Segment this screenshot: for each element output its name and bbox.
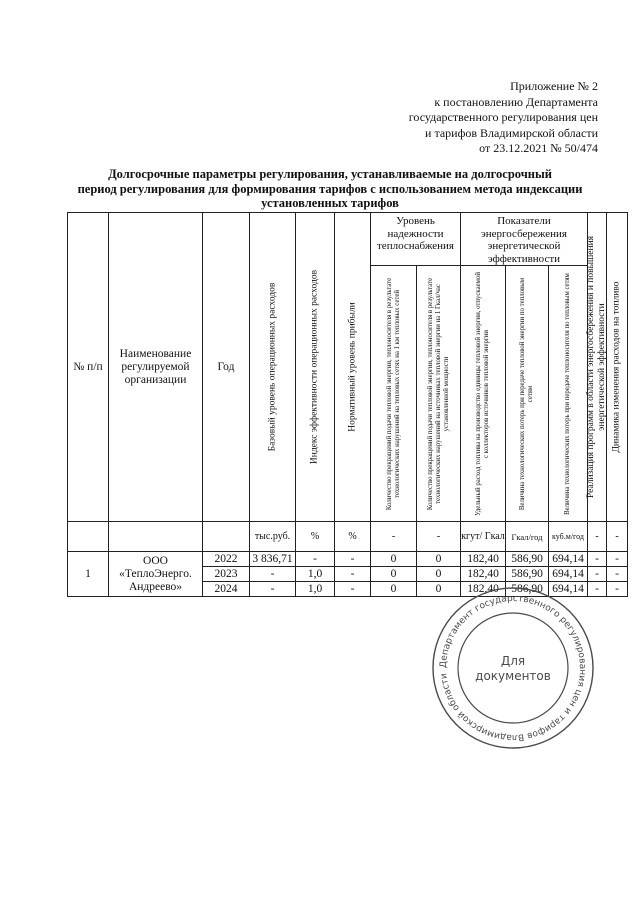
cell-heat-losses: 586,90 [506,567,549,582]
cell-index: 1,0 [296,582,335,597]
unit-cell: - [588,522,607,552]
cell-reliability-sources: 0 [417,582,461,597]
cell-year: 2024 [203,582,250,597]
cell-reliability-sources: 0 [417,552,461,567]
unit-cell: кгут/ Гкал [461,522,506,552]
cell-fuel-dynamics: - [607,567,628,582]
header-fuel-consumption: Удельный расход топлива на производство единицы тепловой энергии, отпускаемой с коллекторов источников тепловой энергии [461,266,506,522]
cell-profit: - [335,567,371,582]
unit-cell: куб.м/год [549,522,588,552]
seal-center-line: документов [475,669,551,683]
cell-reliability-networks: 0 [371,567,417,582]
unit-cell: - [417,522,461,552]
cell-fuel-dynamics: - [607,552,628,567]
appendix-line: от 23.12.2021 № 50/474 [479,141,598,155]
header-base-level: Базовый уровень операционных расходов [250,213,296,522]
parameters-table [67,212,628,597]
units-row [68,522,628,552]
cell-fuel-consumption: 182,40 [461,582,506,597]
header-efficiency-index: Индекс эффективности операционных расходов [296,213,335,522]
cell-base: - [250,582,296,597]
header-reliability-sources: Количество прекращений подачи тепловой энергии, теплоносителя в результате технологических нарушений на источниках тепловой энергии на 1 Гкал/час установленной мощности [417,266,461,522]
cell-index: 1,0 [296,567,335,582]
appendix-line: к постановлению Департамента [434,94,598,109]
cell-base: - [250,567,296,582]
title-line: период регулирования для формирования тарифов с использованием метода индексации [77,181,583,196]
appendix-block [298,79,598,157]
unit-cell: - [607,522,628,552]
header-program: Реализация программ в области энергосбережения и повышения энергетической эффективности [588,213,607,522]
header-energy-group: Показатели энергосбережения энергетической эффективности [461,213,588,266]
seal-icon [428,583,598,753]
seal-ring-text: Департамент государственного регулирования цен и тарифов Владимирской области [438,593,588,743]
cell-coolant-losses: 694,14 [549,552,588,567]
unit-cell: % [296,522,335,552]
department-seal-stamp [428,583,598,753]
cell-program: - [588,567,607,582]
header-profit-level: Нормативный уровень прибыли [335,213,371,522]
cell-reliability-networks: 0 [371,552,417,567]
seal-inner-ring [458,613,568,723]
unit-cell: тыс.руб. [250,522,296,552]
appendix-line: и тарифов Владимирской области [425,125,598,140]
org-number: 1 [68,552,109,597]
title-line: Долгосрочные параметры регулирования, устанавливаемые на долгосрочный [108,167,552,181]
cell-profit: - [335,552,371,567]
cell-base: 3 836,71 [250,552,296,567]
cell-heat-losses: 586,90 [506,552,549,567]
unit-cell: % [335,522,371,552]
cell-reliability-networks: 0 [371,582,417,597]
header-reliability-networks: Количество прекращений подачи тепловой энергии, теплоносителя в результате технологических нарушений на тепловых сетях на 1 км тепловых сетей [371,266,417,522]
cell-year: 2023 [203,567,250,582]
header-num: № п/п [68,213,109,522]
header-fuel-dynamics: Динамика изменения расходов на топливо [607,213,628,522]
header-year: Год [203,213,250,522]
document-title [60,167,600,211]
header-heat-losses: Величина технологических потерь при передаче тепловой энергии по тепловым сетям [506,266,549,522]
unit-cell: - [371,522,417,552]
cell-coolant-losses: 694,14 [549,582,588,597]
seal-center-line: Для [500,654,526,668]
cell-heat-losses: 586,90 [506,582,549,597]
cell-fuel-consumption: 182,40 [461,567,506,582]
cell-fuel-consumption: 182,40 [461,552,506,567]
title-line: установленных тарифов [261,196,399,210]
header-coolant-losses: Величина технологических потерь при передаче теплоносителя по тепловым сетям [549,266,588,522]
cell-program: - [588,582,607,597]
appendix-line: государственного регулирования цен [408,110,598,124]
cell-fuel-dynamics: - [607,582,628,597]
cell-reliability-sources: 0 [417,567,461,582]
cell-program: - [588,552,607,567]
org-name: ООО «ТеплоЭнерго. Андреево» [109,552,203,597]
table-row [68,552,628,567]
cell-coolant-losses: 694,14 [549,567,588,582]
cell-profit: - [335,582,371,597]
seal-outer-ring [433,588,593,748]
appendix-line: Приложение № 2 [510,79,598,93]
cell-year: 2022 [203,552,250,567]
header-reliability-group: Уровень надежности теплоснабжения [371,213,461,266]
header-name: Наименование регулируемой организации [109,213,203,522]
unit-cell: Гкал/год [506,522,549,552]
cell-index: - [296,552,335,567]
